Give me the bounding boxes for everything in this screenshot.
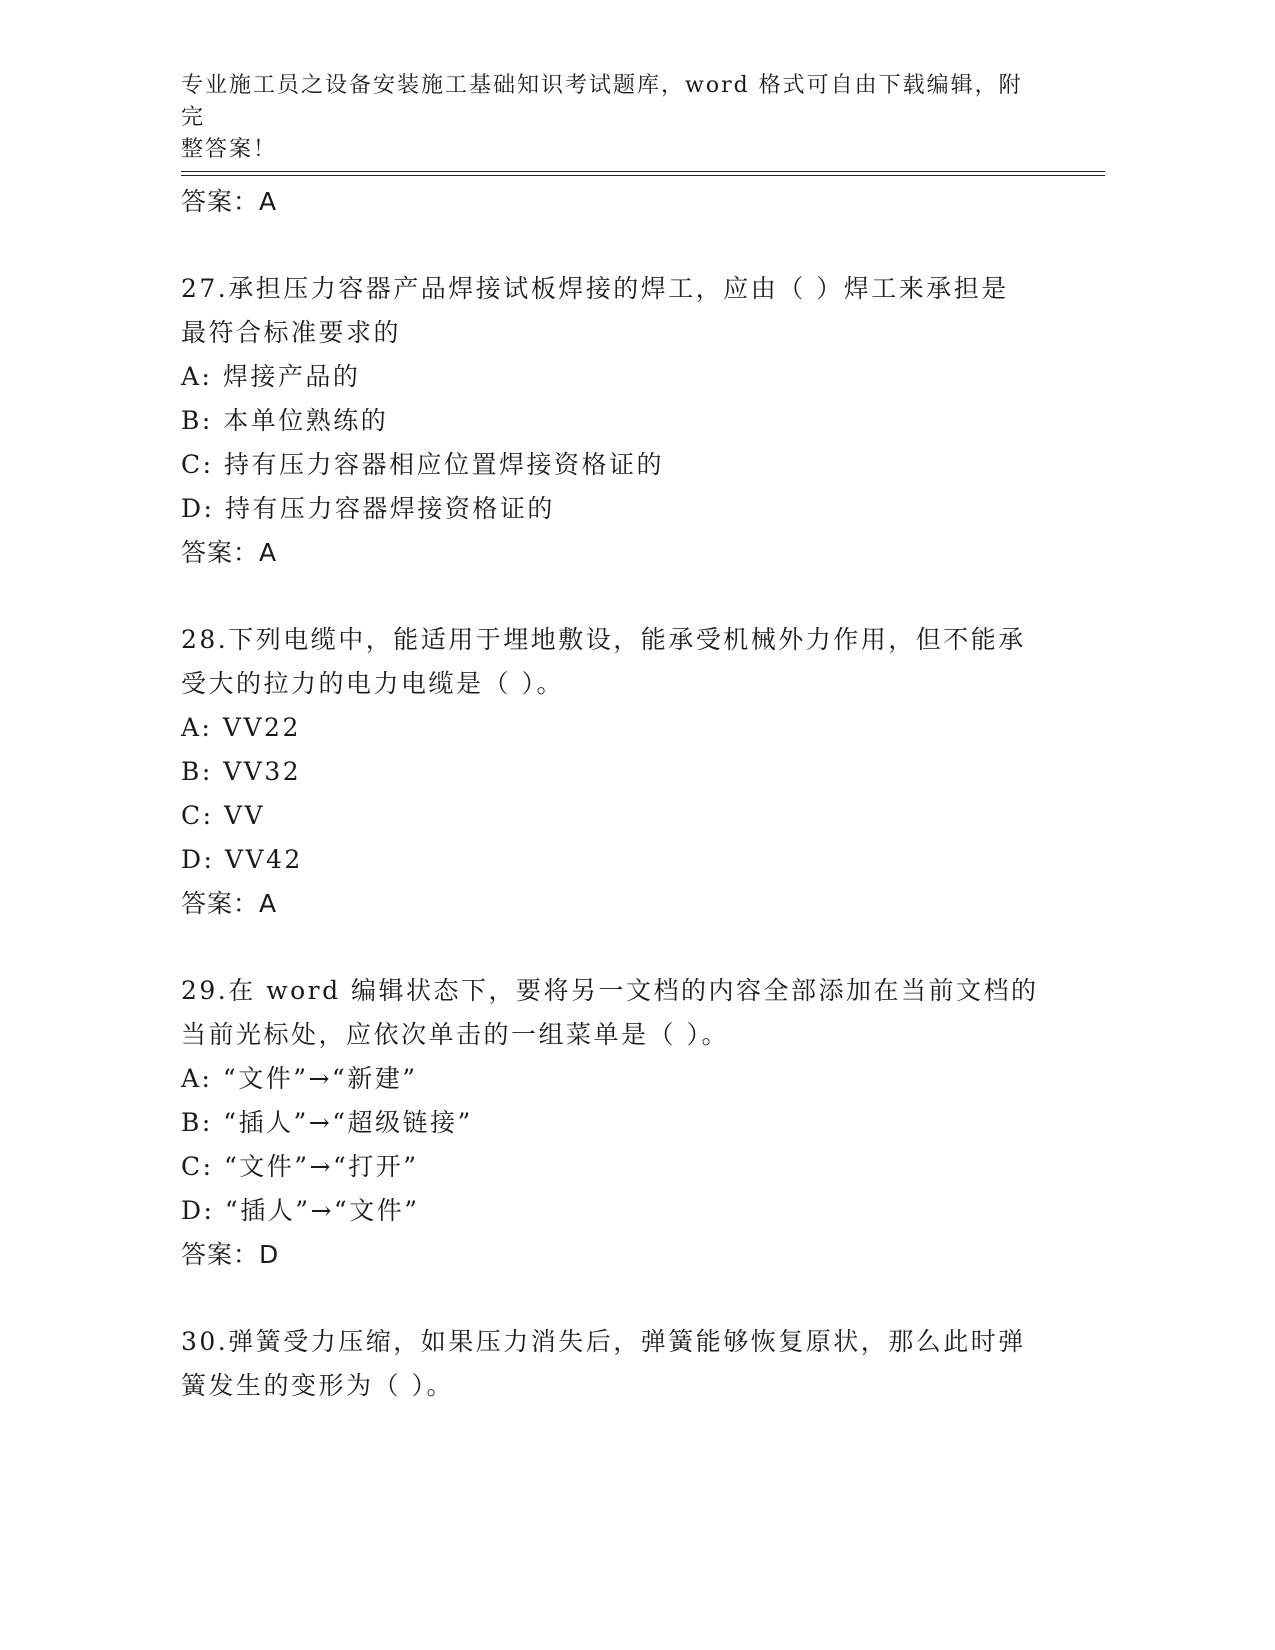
spacer	[181, 1277, 1081, 1320]
question-stem-cont: 簧发生的变形为（ ）。	[181, 1371, 454, 1400]
question-stem-cont: 受大的拉力的电力电缆是（ ）。	[181, 669, 564, 698]
answer-line: 答案：A	[181, 187, 278, 216]
spacer	[181, 926, 1081, 969]
spacer	[181, 575, 1081, 618]
option-d: D: VV42	[181, 845, 303, 874]
option-a: A: “文件”→“新建”	[181, 1064, 418, 1093]
option-c: C: 持有压力容器相应位置焊接资格证的	[181, 450, 664, 479]
header-divider-bottom	[181, 175, 1105, 176]
option-a: A: VV22	[181, 713, 301, 742]
question-stem-cont: 当前光标处，应依次单击的一组菜单是（ ）。	[181, 1020, 729, 1049]
question-stem: 30.弹簧受力压缩，如果压力消失后，弹簧能够恢复原状，那么此时弹	[181, 1327, 1026, 1356]
question-29	[181, 969, 1081, 1277]
answer-line: 答案：A	[181, 889, 278, 918]
header-line-1: 专业施工员之设备安装施工基础知识考试题库，word 格式可自由下载编辑，附完	[181, 73, 1023, 130]
question-stem: 29.在 word 编辑状态下，要将另一文档的内容全部添加在当前文档的	[181, 976, 1039, 1005]
document-header	[181, 70, 1041, 166]
spacer	[181, 224, 1081, 267]
option-b: B: “插人”→“超级链接”	[181, 1108, 473, 1137]
question-stem-cont: 最符合标准要求的	[181, 318, 402, 347]
option-b: B: VV32	[181, 757, 302, 786]
option-c: C: “文件”→“打开”	[181, 1152, 419, 1181]
answer-line: 答案：A	[181, 538, 278, 567]
question-28	[181, 618, 1081, 926]
option-d: D: 持有压力容器焊接资格证的	[181, 494, 555, 523]
question-27	[181, 267, 1081, 575]
document-body	[181, 180, 1081, 1408]
option-c: C: VV	[181, 801, 266, 830]
question-stem: 27.承担压力容器产品焊接试板焊接的焊工，应由（ ）焊工来承担是	[181, 274, 1009, 303]
answer-line: 答案：D	[181, 1240, 280, 1269]
question-stem: 28.下列电缆中，能适用于埋地敷设，能承受机械外力作用，但不能承	[181, 625, 1026, 654]
option-b: B: 本单位熟练的	[181, 406, 389, 435]
header-divider-top	[181, 171, 1105, 172]
option-a: A: 焊接产品的	[181, 362, 361, 391]
header-line-2: 整答案！	[181, 137, 278, 162]
option-d: D: “插人”→“文件”	[181, 1196, 420, 1225]
question-30	[181, 1320, 1081, 1408]
